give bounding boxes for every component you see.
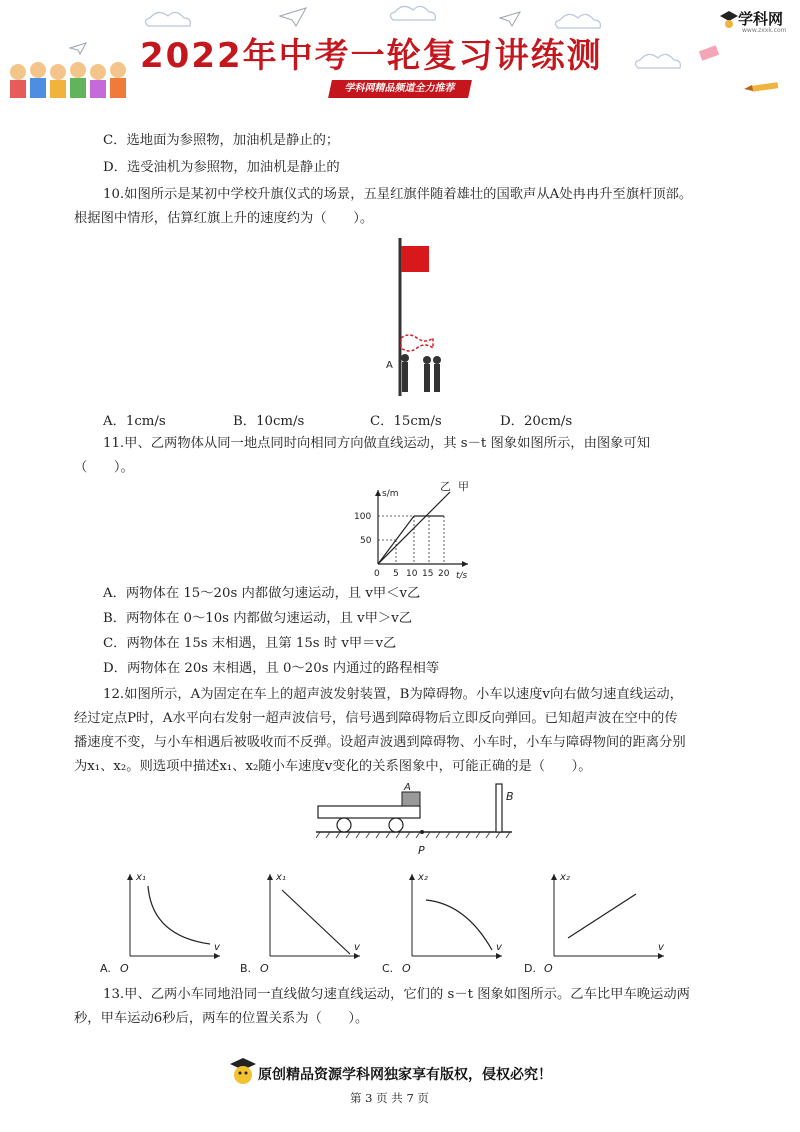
graph-c-opt: C. <box>382 962 394 975</box>
car-label-a: A <box>404 782 411 793</box>
red-flag <box>401 246 429 272</box>
q11-option-c[interactable]: C．两物体在 15s 末相遇，且第 15s 时 v甲＝v乙 <box>103 636 397 651</box>
q10-option-b[interactable]: B．10cm/s <box>233 414 305 429</box>
q10-option-d[interactable]: D．20cm/s <box>500 414 573 429</box>
graph-c-xlabel: v <box>496 942 502 953</box>
flag-figure <box>380 234 460 404</box>
q12-stem-3: 播速度不变，与小车相遇后被吸收而不反弹。设超声波遇到障碍物、小车时，小车与障碍物间的距离分别 <box>74 735 686 750</box>
st-tick-0: 0 <box>374 569 380 579</box>
graph-d-xlabel: v <box>658 942 664 953</box>
obstacle-b <box>496 784 502 832</box>
graph-a-xlabel: v <box>214 942 220 953</box>
q11-option-a[interactable]: A．两物体在 15～20s 内都做匀速运动，且 v甲＜v乙 <box>103 586 421 601</box>
point-a-label: A <box>386 360 393 371</box>
q11-stem-1: 11.甲、乙两物体从同一地点同时向相同方向做直线运动，其 s－t 图象如图所示，由图象可知 <box>103 436 651 451</box>
banner-title: 2022年中考一轮复习讲练测 <box>140 36 603 76</box>
pencil-icon <box>744 82 778 92</box>
car-label-b: B <box>506 790 514 803</box>
q10-option-c[interactable]: C．15cm/s <box>370 414 442 429</box>
st-tick-20: 20 <box>438 569 450 579</box>
q12-graph-d[interactable] <box>524 866 674 976</box>
st-xlabel: t/s <box>456 571 468 580</box>
eraser-icon <box>699 45 719 61</box>
graph-b-xlabel: v <box>354 942 360 953</box>
st-series-jia: 甲 <box>458 480 469 493</box>
graph-c-ylabel: x₂ <box>418 872 428 883</box>
graph-b-origin: O <box>260 962 269 975</box>
q13-stem-2: 秒，甲车运动6秒后，两车的位置关系为（ ）。 <box>74 1011 369 1026</box>
header-banner <box>0 0 800 110</box>
car-wheel <box>337 818 351 832</box>
q10-stem-1: 10.如图所示是某初中学校升旗仪式的场景，五星红旗伴随着雄壮的国歌声从A处冉冉升至旗杆顶部。 <box>103 187 693 202</box>
graph-d-opt: D. <box>524 962 536 975</box>
logo-url: www.zxxk.com <box>742 27 787 34</box>
q10-option-a[interactable]: A．1cm/s <box>103 414 166 429</box>
graph-a-origin: O <box>120 962 129 975</box>
footer-copyright: 原创精品资源学科网独家享有版权，侵权必究！ <box>258 1067 552 1083</box>
q10-stem-2: 根据图中情形，估算红旗上升的速度约为（ ）。 <box>74 211 374 226</box>
site-logo[interactable] <box>720 6 792 34</box>
graph-b-opt: B. <box>240 962 252 975</box>
car-label-p: P <box>418 844 425 857</box>
q12-graph-c[interactable] <box>382 866 522 976</box>
kids-illustration <box>10 62 126 98</box>
st-tick-50: 50 <box>360 536 372 546</box>
mortarboard-icon <box>720 9 738 29</box>
graph-a-opt: A. <box>100 962 111 975</box>
option-c-prev: C．选地面为参照物，加油机是静止的； <box>103 133 340 148</box>
q13-stem-1: 13.甲、乙两小车同地沿同一直线做匀速直线运动，它们的 s－t 图象如图所示。乙车比甲车晚运动两 <box>103 987 690 1002</box>
option-d-prev: D．选受油机为参照物，加油机是静止的 <box>103 160 340 175</box>
q12-graph-b[interactable] <box>240 866 380 976</box>
page-number: 第 3 页 共 7 页 <box>350 1091 429 1105</box>
graph-b-ylabel: x₁ <box>276 872 286 883</box>
st-series-yi: 乙 <box>440 480 451 493</box>
st-tick-5: 5 <box>393 569 399 579</box>
q11-option-b[interactable]: B．两物体在 0～10s 内都做匀速运动，且 v甲＞v乙 <box>103 611 413 626</box>
st-tick-15: 15 <box>422 569 434 579</box>
q12-stem-1: 12.如图所示，A为固定在车上的超声波发射装置，B为障碍物。小车以速度v向右做匀速直线运动， <box>103 687 683 702</box>
q11-option-d[interactable]: D．两物体在 20s 末相遇，且 0～20s 内通过的路程相等 <box>103 661 440 676</box>
q12-stem-2: 经过定点P时，A水平向右发射一超声波信号，信号遇到障碍物后立即反向弹回。已知超声波在空中的传 <box>74 711 678 726</box>
car-body <box>318 806 420 818</box>
car-figure <box>316 780 546 860</box>
st-ylabel: s/m <box>382 489 399 499</box>
st-tick-100: 100 <box>354 512 372 522</box>
logo-text: 学科网 <box>738 10 784 28</box>
banner-ribbon: 学科网精品频道全力推荐 <box>328 80 472 98</box>
graph-c-origin: O <box>402 962 411 975</box>
graph-d-origin: O <box>544 962 553 975</box>
car-wheel <box>389 818 403 832</box>
mascot-icon <box>230 1056 256 1086</box>
ultrasonic-emitter <box>402 792 420 806</box>
st-tick-10: 10 <box>406 569 418 579</box>
graph-d-ylabel: x₂ <box>560 872 570 883</box>
q12-graph-a[interactable] <box>100 866 240 976</box>
graph-a-ylabel: x₁ <box>136 872 146 883</box>
q11-stem-2: （ ）。 <box>74 460 134 475</box>
st-graph <box>348 480 478 580</box>
q12-stem-4: 为x₁、x₂。则选项中描述x₁、x₂随小车速度v变化的关系图象中，可能正确的是（ ）。 <box>74 759 592 774</box>
